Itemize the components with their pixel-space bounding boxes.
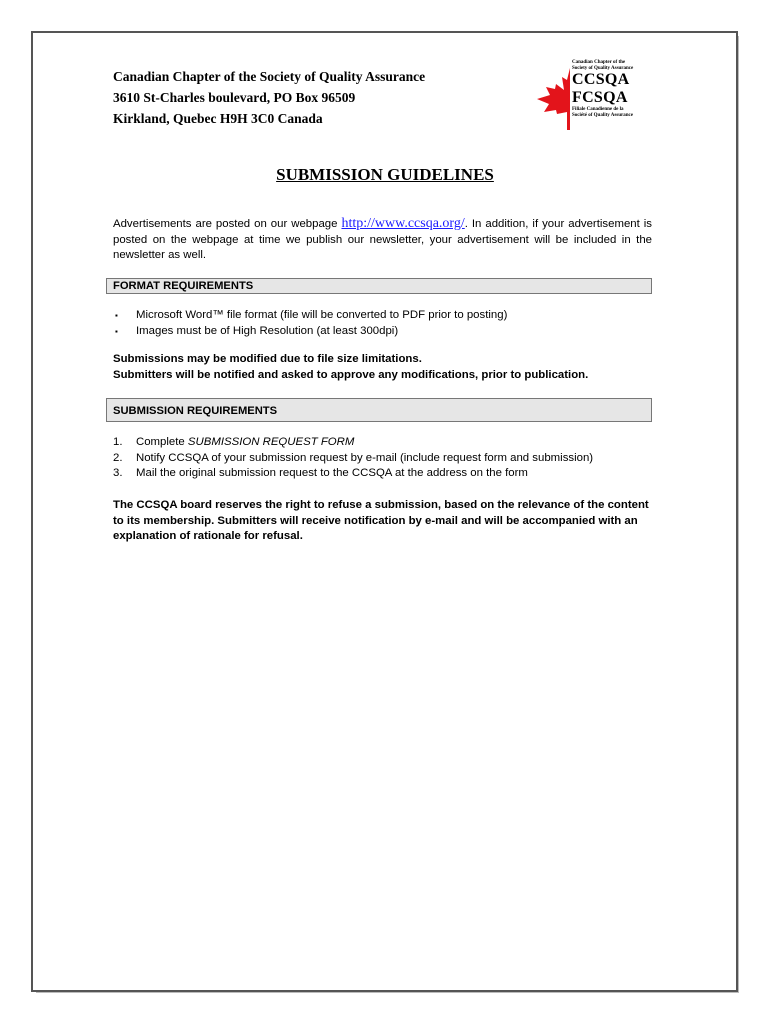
bullet-icon: ▪ (115, 311, 118, 320)
list-item-text: Microsoft Word™ file format (file will be converted to PDF prior to posting) (136, 309, 508, 321)
logo-org-fr-line1: Filiale Canadienne de la (572, 107, 624, 112)
submission-requirements-heading: SUBMISSION REQUIREMENTS (106, 398, 652, 422)
ccsqa-logo (534, 60, 644, 132)
list-item-text: Mail the original submission request to the CCSQA at the address on the form (136, 467, 528, 479)
submission-requirements-list (113, 435, 593, 482)
logo-org-en-line1: Canadian Chapter of the (572, 60, 626, 65)
logo-text (572, 60, 644, 118)
address-line-city: Kirkland, Quebec H9H 3C0 Canada (113, 111, 323, 126)
logo-acronym-en: CCSQA (572, 71, 630, 88)
item-number: 2. (113, 451, 123, 464)
bullet-icon: ▪ (115, 326, 118, 336)
item-number: 1. (113, 436, 123, 448)
list-item (113, 435, 593, 451)
intro-paragraph (113, 216, 652, 264)
list-item (113, 451, 593, 467)
maple-leaf-icon (534, 60, 574, 132)
list-item-text: Images must be of High Resolution (at least 300dpi) (136, 324, 399, 337)
list-item-text: Complete (136, 436, 188, 448)
logo-org-en-line2: Society of Quality Assurance (572, 65, 634, 71)
document-title: SUBMISSION GUIDELINES (276, 165, 494, 184)
format-requirements-list (113, 308, 507, 339)
intro-text-start: Advertisements are posted on our webpage (113, 218, 342, 230)
list-item (113, 466, 593, 482)
organization-address (113, 66, 425, 129)
form-name: SUBMISSION REQUEST FORM (187, 436, 355, 448)
address-line-org: Canadian Chapter of the Society of Quality Assurance (113, 69, 426, 84)
website-link[interactable]: http://www.ccsqa.org/ (341, 216, 465, 231)
format-requirements-heading: FORMAT REQUIREMENTS (106, 278, 652, 294)
format-note-line: Submitters will be notified and asked to approve any modifications, prior to publication. (113, 368, 589, 381)
logo-org-fr-line2: Société of Quality Assurance (572, 112, 633, 118)
intro-text-end: . In addition, if your advertisement is posted on the webpage at time we publish our newsletter, your advertisement will be included in the newsletter as well. (113, 218, 652, 261)
logo-acronym-fr: FCSQA (572, 89, 628, 106)
item-number: 3. (113, 467, 123, 479)
address-line-street: 3610 St-Charles boulevard, PO Box 96509 (113, 90, 356, 105)
format-note-line: Submissions may be modified due to file size limitations. (113, 353, 422, 365)
format-note (113, 352, 653, 383)
refusal-note: The CCSQA board reserves the right to refuse a submission, based on the relevance of the content to its membership. Submitters will receive notification by e-mail and will be accompanied with an explanation of rationale for refusal. (113, 499, 649, 542)
list-item (113, 324, 507, 340)
list-item (113, 308, 507, 324)
list-item-text: Notify CCSQA of your submission request by e-mail (include request form and submission) (136, 451, 594, 464)
